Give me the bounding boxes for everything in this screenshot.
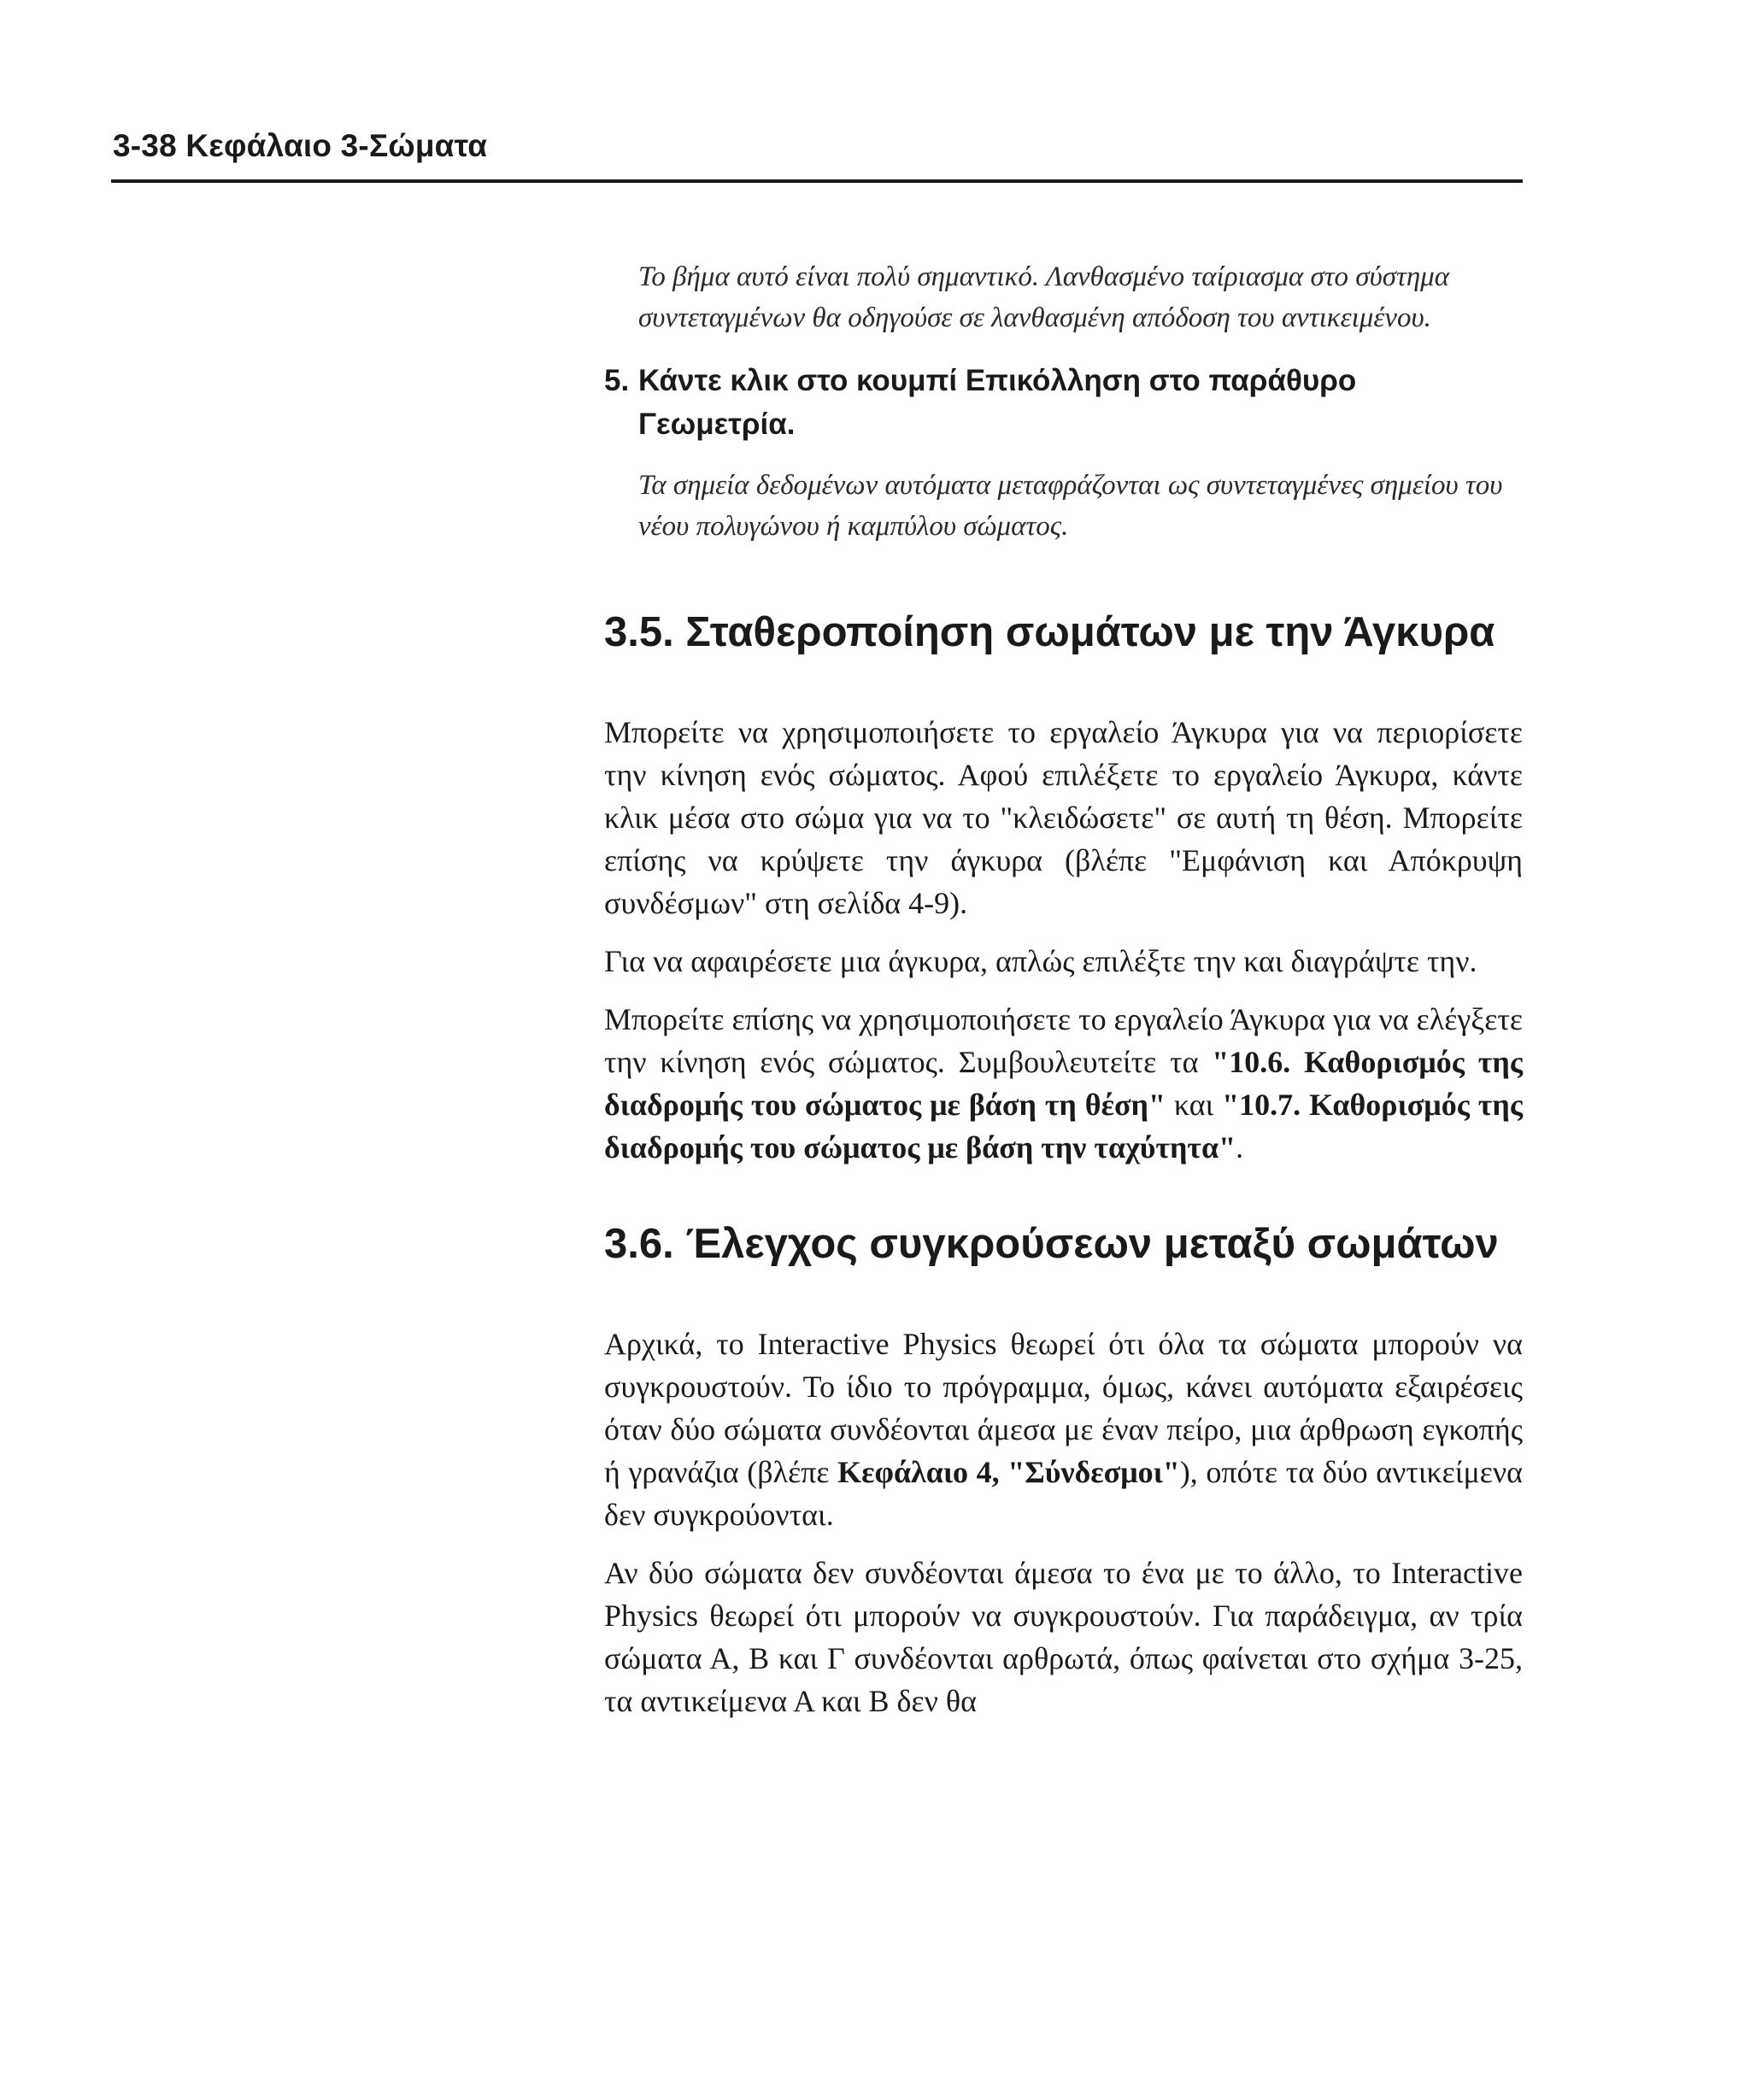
paragraph-anchor-remove: Για να αφαιρέσετε μια άγκυρα, απλώς επιλέξτε την και διαγράψτε την. xyxy=(604,944,1477,978)
page-content xyxy=(604,256,1523,1738)
cross-reference-10-6: "10.6. Καθορισμός της διαδρομής του σώματος με βάση τη θέση" xyxy=(604,1045,1523,1122)
paragraph-anchor-intro: Μπορείτε να χρησιμοποιήσετε το εργαλείο Άγκυρα για να περιορίσετε την κίνηση ενός σώματος. Αφού επιλέξετε το εργαλείο Άγκυρα, κάντε κλικ μέσα στο σώμα για να το "κλειδώσετε" σε αυτή τη θέση. Μπορείτε επίσης να κρύψετε την άγκυρα (βλέπε "Εμφάνιση και Απόκρυψη συνδέσμων" στη σελίδα 4-9). xyxy=(604,715,1523,920)
text-run: . xyxy=(1236,1130,1244,1164)
step-5 xyxy=(604,359,1523,446)
text-run: Αρχικά, το Interactive Physics θεωρεί ότι όλα τα σώματα μπορούν να συγκρουστούν. Το ίδιο το πρόγραμμα, όμως, κάνει αυτόματα εξαιρέσεις όταν δύο σώματα συνδέονται άμεσα με έναν πείρο, μια άρθρωση εγκοπής ή γρανάζια (βλέπε xyxy=(604,1327,1523,1489)
note-text: Το βήμα αυτό είναι πολύ σημαντικό. Λανθασμένο ταίριασμα στο σύστημα συντεταγμένων θα οδηγούσε σε λανθασμένη απόδοση του αντικειμένου. xyxy=(638,261,1450,333)
paragraph-collision-example: Αν δύο σώματα δεν συνδέονται άμεσα το ένα με το άλλο, το Interactive Physics θεωρεί ότι μπορούν να συγκρουστούν. Για παράδειγμα, αν τρία σώματα Α, Β και Γ συνδέονται αρθρωτά, όπως φαίνεται στο σχήμα 3-25, τα αντικείμενα Α και Β δεν θα xyxy=(604,1556,1523,1718)
section-heading-3-6: 3.6. Έλεγχος συγκρούσεων μεταξύ σωμάτων xyxy=(604,1221,1499,1267)
text-run: και xyxy=(1165,1088,1223,1122)
paragraph-anchor-control xyxy=(604,998,1523,1169)
cross-reference-chapter-4: Κεφάλαιο 4, "Σύνδεσμοι" xyxy=(837,1455,1180,1489)
text-run: ), οπότε τα δύο αντικείμενα δεν συγκρούονται. xyxy=(604,1455,1523,1532)
paragraph-collision-intro xyxy=(604,1323,1523,1536)
section-heading-3-5: 3.5. Σταθεροποίηση σωμάτων με την Άγκυρα xyxy=(604,609,1495,655)
step-text: Κάντε κλικ στο κουμπί Επικόλληση στο παράθυρο Γεωμετρία. xyxy=(638,364,1357,441)
cross-reference-10-7: "10.7. Καθορισμός της διαδρομής του σώματος με βάση την ταχύτητα" xyxy=(604,1088,1524,1164)
note-text-2: Τα σημεία δεδομένων αυτόματα μεταφράζονται ως συντεταγμένες σημείου του νέου πολυγώνου ή καμπύλου σώματος. xyxy=(638,470,1503,542)
text-run: Μπορείτε επίσης να χρησιμοποιήσετε το εργαλείο Άγκυρα για να ελέγξετε την κίνηση ενός σώματος. Συμβουλευτείτε τα xyxy=(604,1002,1523,1079)
running-header: 3-38 Κεφάλαιο 3-Σώματα xyxy=(113,128,488,163)
header-rule xyxy=(111,179,1523,183)
step-number: 5. xyxy=(604,364,630,397)
